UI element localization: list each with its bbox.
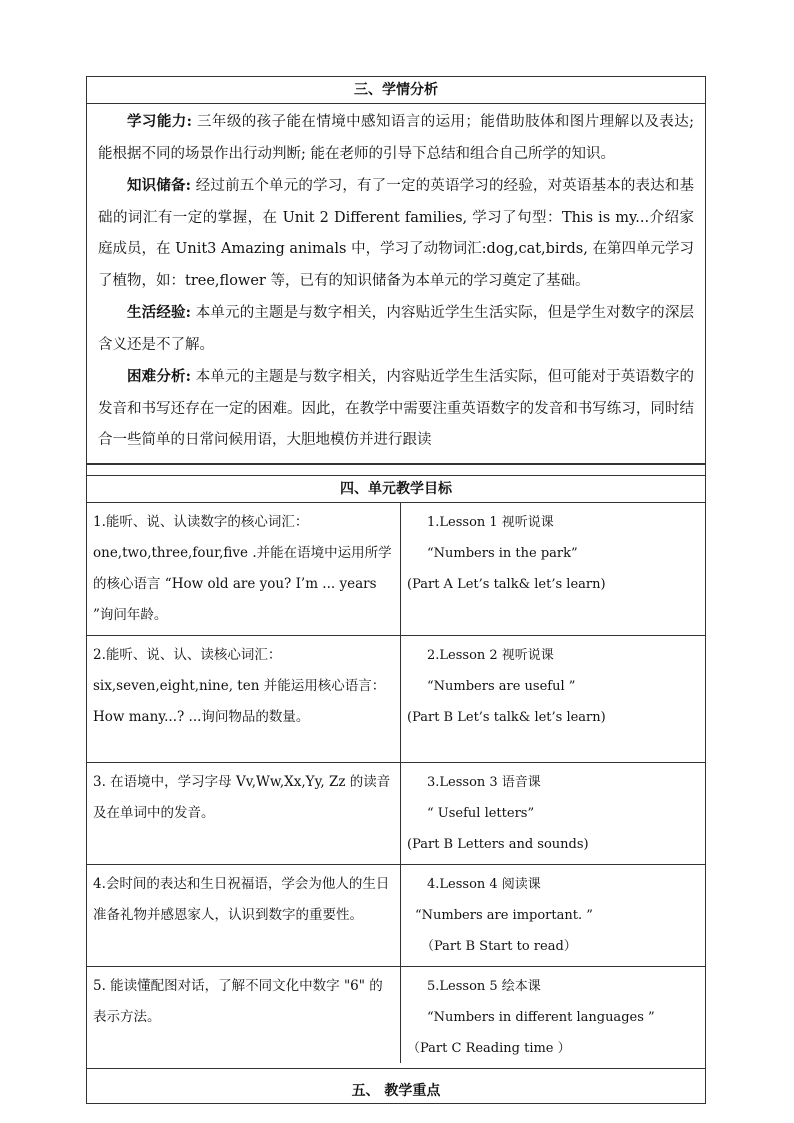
goal-text: 4.会时间的表达和生日祝福语，学会为他人的生日准备礼物并感恩家人，认识到数字的重要性。: [87, 865, 401, 966]
lesson-part: (Part A Let’s talk& let’s learn): [407, 576, 606, 592]
lesson-cell: [401, 636, 705, 762]
goal-text: 5. 能读懂配图对话，了解不同文化中数字 "6" 的表示方法。: [87, 967, 401, 1063]
section-3-box: [86, 76, 706, 463]
section-5-heading: 五、 教学重点: [87, 1068, 705, 1104]
lesson-part: (Part B Letters and sounds): [407, 836, 589, 852]
lesson-cell: [401, 865, 705, 966]
goal-row-5: [87, 966, 705, 1068]
lesson-plan-page: [86, 76, 706, 1104]
analysis-paragraph-knowledge: 知识储备: 经过前五个单元的学习，有了一定的英语学习的经验，对英语基本的表达和基础的词汇有一定的掌握，在 Unit 2 Different families, 学习了句型：This is my...介绍家庭成员，在 Unit3 Amazing animals 中，学习了动物词汇:dog,cat,birds, 在第四单元学习了植物，如：tree,flower 等，已有的知识储备为本单元的学习奠定了基础。: [98, 177, 695, 289]
lesson-title: “Numbers are useful ”: [427, 678, 576, 694]
lesson-name: 4.Lesson 4 阅读课: [427, 876, 541, 892]
lesson-title: “Numbers in the park”: [427, 545, 578, 561]
analysis-paragraph-difficulty: 困难分析: 本单元的主题是与数字相关，内容贴近学生生活实际，但可能对于英语数字的发音和书写还存在一定的困难。因此，在教学中需要注重英语数字的发音和书写练习，同时结合一些简单的日常问候用语，大胆地模仿并进行跟读: [98, 368, 695, 448]
lesson-name: 1.Lesson 1 视听说课: [427, 514, 554, 530]
section-4-box: [86, 463, 706, 1104]
learner-analysis: [87, 104, 705, 463]
goal-text: 1.能听、说、认读数字的核心词汇：one,two,three,four,five .并能在语境中运用所学的核心语言 “How old are you? I’m ... years ”询问年龄。: [87, 503, 401, 635]
lesson-part: (Part B Let’s talk& let’s learn): [407, 709, 606, 725]
lesson-name: 3.Lesson 3 语音课: [427, 774, 541, 790]
lesson-part: （Part B Start to read）: [421, 938, 577, 954]
goal-row-3: [87, 762, 705, 864]
lesson-cell: [401, 763, 705, 864]
lesson-name: 5.Lesson 5 绘本课: [427, 978, 541, 994]
lesson-title: “ Useful letters”: [427, 805, 535, 821]
goal-text: 3. 在语境中，学习字母 Vv,Ww,Xx,Yy, Zz 的读音及在单词中的发音。: [87, 763, 401, 864]
goal-row-1: [87, 503, 705, 635]
lesson-title: “Numbers are important. ”: [415, 907, 593, 923]
goal-row-2: [87, 635, 705, 762]
goal-row-4: [87, 864, 705, 966]
section-4-heading: 四、单元教学目标: [87, 475, 705, 503]
lesson-title: “Numbers in different languages ”: [427, 1009, 655, 1025]
lesson-cell: [401, 503, 705, 635]
analysis-paragraph-experience: 生活经验: 本单元的主题是与数字相关，内容贴近学生生活实际，但是学生对数字的深层含义还是不了解。: [98, 304, 695, 353]
section-3-heading: 三、学情分析: [87, 77, 705, 104]
analysis-paragraph-ability: 学习能力: 三年级的孩子能在情境中感知语言的运用；能借助肢体和图片理解以及表达; 能根据不同的场景作出行动判断; 能在老师的引导下总结和组合自己所学的知识。: [98, 113, 694, 162]
lesson-cell: [401, 967, 705, 1068]
goal-text: 2.能听、说、认、读核心词汇：six,seven,eight,nine, ten 并能运用核心语言：How many...? ...询问物品的数量。: [87, 636, 401, 762]
lesson-name: 2.Lesson 2 视听说课: [427, 647, 554, 663]
section-divider: [87, 464, 705, 475]
lesson-part: （Part C Reading time ）: [407, 1040, 571, 1056]
